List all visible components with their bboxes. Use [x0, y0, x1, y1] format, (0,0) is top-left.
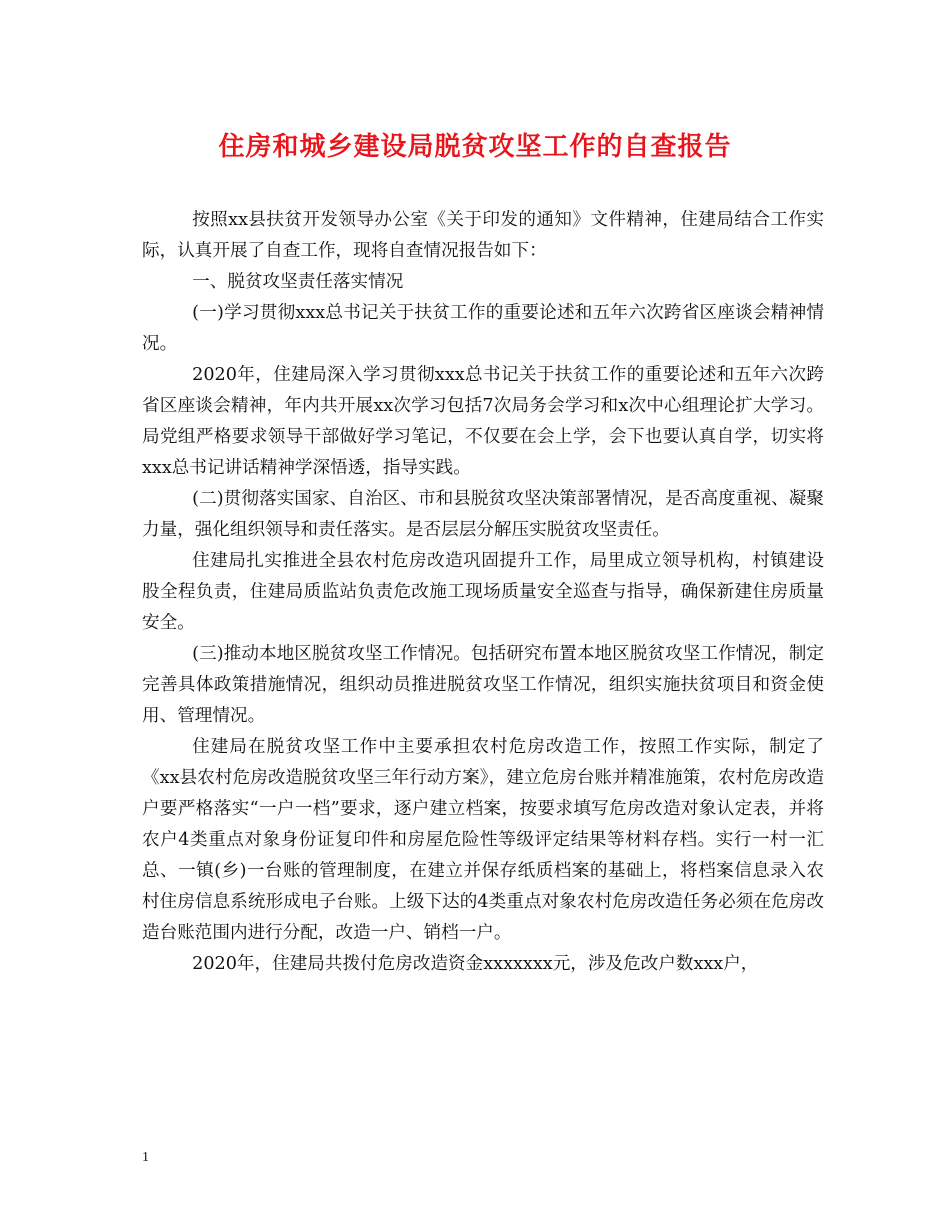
paragraph-study: 2020年，住建局深入学习贯彻xxx总书记关于扶贫工作的重要论述和五年六次跨省区座谈会精神，年内共开展xx次学习包括7次局务会学习和x次中心组理论扩大学习。局党组严格要求领导干部做好学习笔记，不仅要在会上学，会下也要认真自学，切实将xxx总书记讲话精神学深悟透，指导实践。 — [142, 365, 824, 478]
paragraph-housing-renovation: 住建局扎实推进全县农村危房改造巩固提升工作，局里成立领导机构，村镇建设股全程负责，住建局质监站负责危改施工现场质量安全巡查与指导，确保新建住房质量安全。 — [142, 551, 824, 633]
page-number: 1 — [142, 1150, 149, 1165]
subsection-heading-3: (三)推动本地区脱贫攻坚工作情况。包括研究布置本地区脱贫攻坚工作情况，制定完善具体政策措施情况，组织动员推进脱贫攻坚工作情况，组织实施扶贫项目和资金使用、管理情况。 — [142, 644, 824, 726]
paragraph-intro: 按照xx县扶贫开发领导办公室《关于印发的通知》文件精神，住建局结合工作实际，认真开展了自查工作，现将自查情况报告如下： — [142, 210, 824, 261]
document-title: 住房和城乡建设局脱贫攻坚工作的自查报告 — [218, 132, 732, 162]
paragraph-funding: 2020年，住建局共拨付危房改造资金xxxxxxx元，涉及危改户数xxx户， — [192, 954, 759, 974]
subsection-heading-1: (一)学习贯彻xxx总书记关于扶贫工作的重要论述和五年六次跨省区座谈会精神情况。 — [142, 303, 824, 354]
section-heading-1: 一、脱贫攻坚责任落实情况 — [192, 272, 404, 292]
document-body — [142, 205, 824, 980]
paragraph-renovation-work: 住建局在脱贫攻坚工作中主要承担农村危房改造工作，按照工作实际，制定了《xx县农村危房改造脱贫攻坚三年行动方案》，建立危房台账并精准施策，农村危房改造户要严格落实“一户一档”要求，逐户建立档案，按要求填写危房改造对象认定表，并将农户4类重点对象身份证复印件和房屋危险性等级评定结果等材料存档。实行一村一汇总、一镇(乡)一台账的管理制度，在建立并保存纸质档案的基础上，将档案信息录入农村住房信息系统形成电子台账。上级下达的4类重点对象农村危房改造任务必须在危房改造台账范围内进行分配，改造一户、销档一户。 — [142, 737, 824, 943]
subsection-heading-2: (二)贯彻落实国家、自治区、市和县脱贫攻坚决策部署情况，是否高度重视、凝聚力量，强化组织领导和责任落实。是否层层分解压实脱贫攻坚责任。 — [142, 489, 824, 540]
